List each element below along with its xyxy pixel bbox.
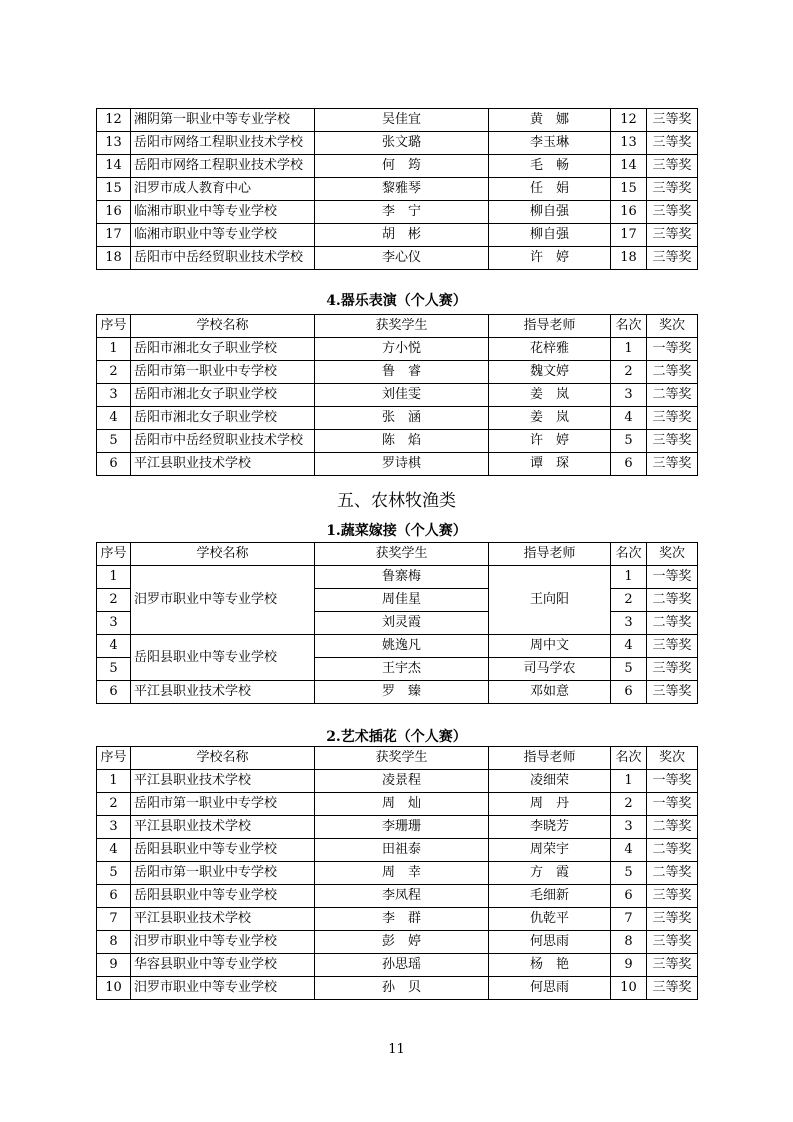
teacher-cell: 毛细新 xyxy=(489,885,611,908)
award-cell: 三等奖 xyxy=(647,155,698,178)
award-cell: 三等奖 xyxy=(647,908,698,931)
seq-cell: 2 xyxy=(97,589,131,612)
rank-cell: 1 xyxy=(611,770,647,793)
table-header xyxy=(97,315,698,338)
header-cell: 序号 xyxy=(97,315,131,338)
seq-cell: 4 xyxy=(97,407,131,430)
seq-cell: 4 xyxy=(97,839,131,862)
award-cell: 二等奖 xyxy=(647,384,698,407)
teacher-cell: 方 霞 xyxy=(489,862,611,885)
student-cell: 鲁寨梅 xyxy=(315,566,489,589)
table-row xyxy=(97,839,698,862)
student-cell: 鲁 睿 xyxy=(315,361,489,384)
award-cell: 三等奖 xyxy=(647,931,698,954)
header-cell: 名次 xyxy=(611,315,647,338)
table-row xyxy=(97,361,698,384)
header-cell: 奖次 xyxy=(647,315,698,338)
rank-cell: 2 xyxy=(611,793,647,816)
student-cell: 李珊珊 xyxy=(315,816,489,839)
student-cell: 吴佳宜 xyxy=(315,109,489,132)
award-cell: 二等奖 xyxy=(647,862,698,885)
award-table-grafting xyxy=(96,542,698,704)
header-cell: 学校名称 xyxy=(131,315,315,338)
school-cell: 平江县职业技术学校 xyxy=(131,908,315,931)
award-table-continued xyxy=(96,108,698,270)
header-cell: 学校名称 xyxy=(131,747,315,770)
school-cell: 平江县职业技术学校 xyxy=(131,816,315,839)
award-cell: 三等奖 xyxy=(647,635,698,658)
school-cell: 岳阳县职业中等专业学校 xyxy=(131,635,315,681)
award-cell: 三等奖 xyxy=(647,658,698,681)
rank-cell: 6 xyxy=(611,681,647,704)
rank-cell: 5 xyxy=(611,430,647,453)
seq-cell: 3 xyxy=(97,816,131,839)
award-cell: 二等奖 xyxy=(647,839,698,862)
award-cell: 三等奖 xyxy=(647,453,698,476)
student-cell: 李凤程 xyxy=(315,885,489,908)
award-table-instrumental xyxy=(96,314,698,476)
teacher-cell: 李晓芳 xyxy=(489,816,611,839)
table-row xyxy=(97,201,698,224)
table-body xyxy=(97,770,698,1000)
rank-cell: 15 xyxy=(611,178,647,201)
school-cell: 汨罗市职业中等专业学校 xyxy=(131,977,315,1000)
rank-cell: 4 xyxy=(611,407,647,430)
table-body xyxy=(97,338,698,476)
teacher-cell: 魏文婷 xyxy=(489,361,611,384)
table-row xyxy=(97,132,698,155)
teacher-cell: 杨 艳 xyxy=(489,954,611,977)
teacher-cell: 许 婷 xyxy=(489,430,611,453)
student-cell: 黎雅琴 xyxy=(315,178,489,201)
school-cell: 岳阳市湘北女子职业学校 xyxy=(131,407,315,430)
rank-cell: 5 xyxy=(611,658,647,681)
teacher-cell: 许 婷 xyxy=(489,247,611,270)
teacher-cell: 李玉琳 xyxy=(489,132,611,155)
seq-cell: 5 xyxy=(97,430,131,453)
award-cell: 三等奖 xyxy=(647,977,698,1000)
school-cell: 临湘市职业中等专业学校 xyxy=(131,201,315,224)
teacher-cell: 何思雨 xyxy=(489,931,611,954)
section-title: 五、农林牧渔类 xyxy=(337,491,456,511)
rank-cell: 2 xyxy=(611,361,647,384)
award-cell: 三等奖 xyxy=(647,247,698,270)
rank-cell: 13 xyxy=(611,132,647,155)
seq-cell: 1 xyxy=(97,338,131,361)
page-number: 11 xyxy=(388,1042,405,1057)
seq-cell: 2 xyxy=(97,361,131,384)
seq-cell: 4 xyxy=(97,635,131,658)
award-table-flower-arranging xyxy=(96,746,698,1000)
seq-cell: 2 xyxy=(97,793,131,816)
table-caption-grafting: 1.蔬菜嫁接（个人赛） xyxy=(326,523,467,539)
teacher-cell: 王向阳 xyxy=(489,566,611,635)
seq-cell: 5 xyxy=(97,658,131,681)
seq-cell: 16 xyxy=(97,201,131,224)
student-cell: 张 涵 xyxy=(315,407,489,430)
rank-cell: 17 xyxy=(611,224,647,247)
table-row xyxy=(97,178,698,201)
rank-cell: 9 xyxy=(611,954,647,977)
student-cell: 孙思瑶 xyxy=(315,954,489,977)
table-header xyxy=(97,747,698,770)
school-cell: 岳阳市网络工程职业技术学校 xyxy=(131,132,315,155)
school-cell: 汨罗市职业中等专业学校 xyxy=(131,931,315,954)
seq-cell: 6 xyxy=(97,453,131,476)
table-header-row xyxy=(97,543,698,566)
rank-cell: 3 xyxy=(611,816,647,839)
header-cell: 序号 xyxy=(97,747,131,770)
school-cell: 岳阳市第一职业中专学校 xyxy=(131,862,315,885)
table-row xyxy=(97,885,698,908)
header-cell: 指导老师 xyxy=(489,315,611,338)
table-row xyxy=(97,931,698,954)
student-cell: 刘灵霞 xyxy=(315,612,489,635)
table-row xyxy=(97,816,698,839)
award-cell: 三等奖 xyxy=(647,885,698,908)
rank-cell: 4 xyxy=(611,839,647,862)
school-cell: 平江县职业技术学校 xyxy=(131,681,315,704)
table-row xyxy=(97,908,698,931)
rank-cell: 16 xyxy=(611,201,647,224)
award-cell: 一等奖 xyxy=(647,338,698,361)
school-cell: 岳阳市湘北女子职业学校 xyxy=(131,338,315,361)
teacher-cell: 姜 岚 xyxy=(489,384,611,407)
award-cell: 二等奖 xyxy=(647,612,698,635)
header-cell: 指导老师 xyxy=(489,543,611,566)
school-cell: 岳阳县职业中等专业学校 xyxy=(131,839,315,862)
table-caption-flower-arranging: 2.艺术插花（个人赛） xyxy=(326,729,467,745)
header-cell: 名次 xyxy=(611,747,647,770)
school-cell: 华容县职业中等专业学校 xyxy=(131,954,315,977)
table-row xyxy=(97,770,698,793)
header-cell: 获奖学生 xyxy=(315,747,489,770)
award-cell: 二等奖 xyxy=(647,361,698,384)
header-cell: 指导老师 xyxy=(489,747,611,770)
rank-cell: 10 xyxy=(611,977,647,1000)
rank-cell: 1 xyxy=(611,566,647,589)
seq-cell: 10 xyxy=(97,977,131,1000)
award-cell: 三等奖 xyxy=(647,132,698,155)
teacher-cell: 周中文 xyxy=(489,635,611,658)
award-cell: 三等奖 xyxy=(647,954,698,977)
teacher-cell: 任 娟 xyxy=(489,178,611,201)
student-cell: 张文璐 xyxy=(315,132,489,155)
award-cell: 三等奖 xyxy=(647,681,698,704)
school-cell: 岳阳市中岳经贸职业技术学校 xyxy=(131,247,315,270)
teacher-cell: 花梓雅 xyxy=(489,338,611,361)
award-cell: 三等奖 xyxy=(647,201,698,224)
seq-cell: 15 xyxy=(97,178,131,201)
teacher-cell: 柳自强 xyxy=(489,224,611,247)
table-row xyxy=(97,224,698,247)
seq-cell: 12 xyxy=(97,109,131,132)
school-cell: 临湘市职业中等专业学校 xyxy=(131,224,315,247)
table-header-row xyxy=(97,315,698,338)
table-row xyxy=(97,430,698,453)
table-row xyxy=(97,109,698,132)
student-cell: 孙 贝 xyxy=(315,977,489,1000)
teacher-cell: 司马学农 xyxy=(489,658,611,681)
seq-cell: 6 xyxy=(97,885,131,908)
teacher-cell: 邓如意 xyxy=(489,681,611,704)
student-cell: 田祖泰 xyxy=(315,839,489,862)
rank-cell: 8 xyxy=(611,931,647,954)
teacher-cell: 谭 琛 xyxy=(489,453,611,476)
header-cell: 学校名称 xyxy=(131,543,315,566)
award-cell: 三等奖 xyxy=(647,224,698,247)
student-cell: 刘佳雯 xyxy=(315,384,489,407)
table-caption-instrumental: 4.器乐表演（个人赛） xyxy=(326,293,467,309)
header-cell: 名次 xyxy=(611,543,647,566)
table-row xyxy=(97,681,698,704)
award-cell: 三等奖 xyxy=(647,430,698,453)
seq-cell: 7 xyxy=(97,908,131,931)
school-cell: 汨罗市职业中等专业学校 xyxy=(131,566,315,635)
rank-cell: 2 xyxy=(611,589,647,612)
student-cell: 罗 臻 xyxy=(315,681,489,704)
table-body xyxy=(97,109,698,270)
student-cell: 姚逸凡 xyxy=(315,635,489,658)
student-cell: 周 灿 xyxy=(315,793,489,816)
table-row xyxy=(97,566,698,589)
student-cell: 胡 彬 xyxy=(315,224,489,247)
award-cell: 二等奖 xyxy=(647,589,698,612)
teacher-cell: 周荣宇 xyxy=(489,839,611,862)
seq-cell: 14 xyxy=(97,155,131,178)
seq-cell: 5 xyxy=(97,862,131,885)
teacher-cell: 姜 岚 xyxy=(489,407,611,430)
rank-cell: 14 xyxy=(611,155,647,178)
seq-cell: 8 xyxy=(97,931,131,954)
table-header-row xyxy=(97,747,698,770)
teacher-cell: 何思雨 xyxy=(489,977,611,1000)
rank-cell: 3 xyxy=(611,384,647,407)
seq-cell: 17 xyxy=(97,224,131,247)
school-cell: 岳阳市第一职业中专学校 xyxy=(131,793,315,816)
rank-cell: 4 xyxy=(611,635,647,658)
school-cell: 岳阳市湘北女子职业学校 xyxy=(131,384,315,407)
teacher-cell: 仇乾平 xyxy=(489,908,611,931)
student-cell: 王宇杰 xyxy=(315,658,489,681)
rank-cell: 12 xyxy=(611,109,647,132)
school-cell: 岳阳市中岳经贸职业技术学校 xyxy=(131,430,315,453)
table-row xyxy=(97,155,698,178)
table-row xyxy=(97,407,698,430)
student-cell: 方小悦 xyxy=(315,338,489,361)
table-row xyxy=(97,384,698,407)
student-cell: 周 幸 xyxy=(315,862,489,885)
teacher-cell: 黄 娜 xyxy=(489,109,611,132)
school-cell: 平江县职业技术学校 xyxy=(131,453,315,476)
teacher-cell: 周 丹 xyxy=(489,793,611,816)
student-cell: 何 筠 xyxy=(315,155,489,178)
table-row xyxy=(97,954,698,977)
student-cell: 陈 焰 xyxy=(315,430,489,453)
table-row xyxy=(97,862,698,885)
seq-cell: 1 xyxy=(97,770,131,793)
student-cell: 周佳星 xyxy=(315,589,489,612)
rank-cell: 5 xyxy=(611,862,647,885)
seq-cell: 13 xyxy=(97,132,131,155)
seq-cell: 18 xyxy=(97,247,131,270)
rank-cell: 7 xyxy=(611,908,647,931)
student-cell: 李 群 xyxy=(315,908,489,931)
award-cell: 一等奖 xyxy=(647,770,698,793)
school-cell: 汨罗市成人教育中心 xyxy=(131,178,315,201)
rank-cell: 6 xyxy=(611,885,647,908)
student-cell: 罗诗棋 xyxy=(315,453,489,476)
rank-cell: 6 xyxy=(611,453,647,476)
award-cell: 三等奖 xyxy=(647,178,698,201)
seq-cell: 3 xyxy=(97,384,131,407)
school-cell: 岳阳市第一职业中专学校 xyxy=(131,361,315,384)
teacher-cell: 毛 畅 xyxy=(489,155,611,178)
school-cell: 平江县职业技术学校 xyxy=(131,770,315,793)
table-row xyxy=(97,793,698,816)
header-cell: 奖次 xyxy=(647,543,698,566)
table-row xyxy=(97,247,698,270)
rank-cell: 18 xyxy=(611,247,647,270)
school-cell: 岳阳市网络工程职业技术学校 xyxy=(131,155,315,178)
table-row xyxy=(97,338,698,361)
seq-cell: 6 xyxy=(97,681,131,704)
header-cell: 序号 xyxy=(97,543,131,566)
student-cell: 凌景程 xyxy=(315,770,489,793)
seq-cell: 9 xyxy=(97,954,131,977)
student-cell: 彭 婷 xyxy=(315,931,489,954)
table-row xyxy=(97,635,698,658)
table-row xyxy=(97,453,698,476)
award-cell: 一等奖 xyxy=(647,793,698,816)
teacher-cell: 凌细荣 xyxy=(489,770,611,793)
school-cell: 岳阳县职业中等专业学校 xyxy=(131,885,315,908)
award-cell: 二等奖 xyxy=(647,816,698,839)
award-cell: 三等奖 xyxy=(647,109,698,132)
award-cell: 三等奖 xyxy=(647,407,698,430)
student-cell: 李心仪 xyxy=(315,247,489,270)
school-cell: 湘阴第一职业中等专业学校 xyxy=(131,109,315,132)
header-cell: 获奖学生 xyxy=(315,315,489,338)
header-cell: 获奖学生 xyxy=(315,543,489,566)
seq-cell: 1 xyxy=(97,566,131,589)
table-row xyxy=(97,977,698,1000)
student-cell: 李 宁 xyxy=(315,201,489,224)
rank-cell: 3 xyxy=(611,612,647,635)
teacher-cell: 柳自强 xyxy=(489,201,611,224)
rank-cell: 1 xyxy=(611,338,647,361)
header-cell: 奖次 xyxy=(647,747,698,770)
seq-cell: 3 xyxy=(97,612,131,635)
award-cell: 一等奖 xyxy=(647,566,698,589)
